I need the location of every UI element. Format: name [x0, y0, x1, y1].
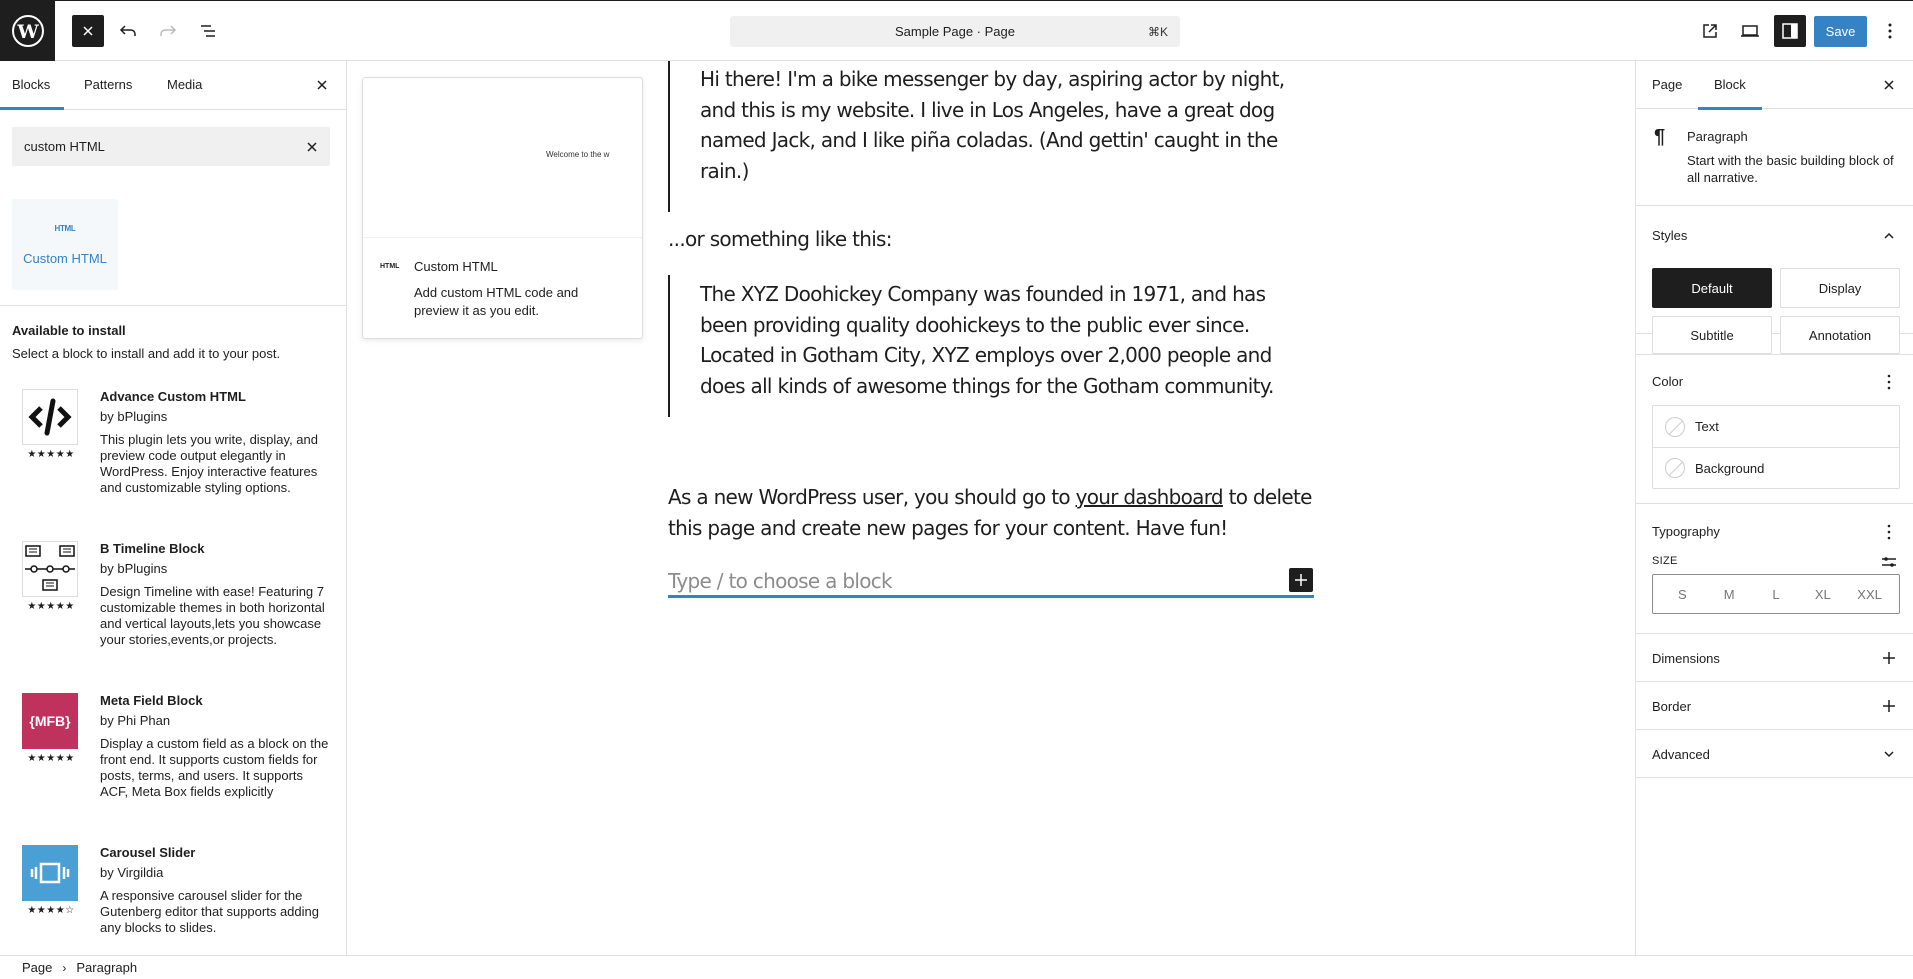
paragraph-text: As a new WordPress user, you should go to	[668, 485, 1076, 509]
plus-icon	[1882, 651, 1896, 665]
wordpress-logo-button[interactable]	[0, 1, 55, 61]
plugin-name: B Timeline Block	[100, 541, 205, 556]
plugin-name: Carousel Slider	[100, 845, 196, 860]
command-palette-button[interactable]	[730, 16, 1180, 47]
plugin-description: Display a custom field as a block on the front end. It supports custom fields for posts, terms, and users. It supports ACF, Meta Box fields explicitly	[100, 736, 329, 799]
sidebar-tabs	[1636, 61, 1913, 109]
sidebar-toggle-icon	[1781, 22, 1799, 40]
chevron-right-icon: ›	[62, 960, 67, 975]
block-inserter-button[interactable]	[1289, 568, 1313, 592]
plugin-rating: ★★★★★	[27, 601, 75, 612]
style-annotation-button[interactable]: Annotation	[1780, 316, 1900, 354]
font-size-picker	[1652, 574, 1900, 614]
list-view-icon	[198, 21, 218, 41]
options-button[interactable]	[1876, 15, 1904, 47]
color-list	[1652, 405, 1900, 489]
carousel-icon	[30, 861, 70, 885]
tab-page[interactable]: Page	[1652, 77, 1683, 92]
code-icon	[28, 397, 72, 437]
add-border-button[interactable]	[1879, 696, 1899, 716]
empty-swatch-icon	[1665, 417, 1685, 437]
color-panel	[1636, 354, 1913, 504]
chevron-down-icon	[1883, 750, 1895, 758]
style-display-button[interactable]: Display	[1780, 268, 1900, 308]
undo-button[interactable]	[112, 15, 144, 47]
plugin-author: by Virgildia	[100, 865, 164, 880]
undo-icon	[118, 21, 138, 41]
size-xxl-option[interactable]: XXL	[1857, 586, 1882, 602]
preview-text: Welcome to the w	[546, 150, 610, 159]
plugin-item-advance-custom-html[interactable]	[22, 389, 332, 529]
quote-text: Hi there! I'm a bike messenger by day, aspiring actor by night, and this is my website. I live in Los Angeles, have a great dog named Jack, and I like piña coladas. (And gettin' caught in the rain.)	[700, 67, 1285, 183]
wordpress-logo-icon	[11, 14, 45, 48]
paragraph-icon: ¶	[1654, 126, 1666, 148]
empty-paragraph-block[interactable]: Type / to choose a block	[668, 564, 1314, 598]
mfb-logo-icon: {MFB}	[29, 713, 71, 729]
close-icon	[1883, 79, 1895, 91]
more-vertical-icon	[1887, 21, 1893, 41]
plugin-rating: ★★★★★	[27, 449, 75, 460]
more-vertical-icon	[1887, 524, 1891, 540]
plus-icon	[1294, 573, 1308, 587]
timeline-icon	[24, 544, 76, 594]
tab-media[interactable]: Media	[167, 77, 203, 92]
size-m-option[interactable]: M	[1723, 586, 1735, 602]
chevron-up-icon	[1883, 232, 1895, 240]
divider	[0, 305, 347, 306]
dimensions-title: Dimensions	[1652, 651, 1720, 666]
close-icon	[316, 79, 328, 91]
custom-size-button[interactable]	[1879, 552, 1899, 572]
color-item-label: Text	[1695, 419, 1719, 434]
dashboard-link[interactable]: your dashboard	[1075, 485, 1223, 509]
block-preview	[363, 78, 642, 238]
view-page-button[interactable]	[1694, 15, 1726, 47]
size-l-option[interactable]: L	[1772, 586, 1780, 602]
plugin-description: A responsive carousel slider for the Gutenberg editor that supports adding any blocks to slides.	[100, 888, 319, 935]
color-title: Color	[1652, 374, 1684, 389]
block-description: Start with the basic building block of all narrative.	[1687, 153, 1894, 185]
editor-header	[0, 0, 1913, 61]
plugin-author: by bPlugins	[100, 561, 168, 576]
editor-canvas[interactable]	[347, 61, 1635, 955]
styles-panel	[1636, 206, 1913, 343]
install-section-subtitle: Select a block to install and add it to your post.	[12, 346, 281, 361]
keyboard-shortcut: ⌘K	[1147, 24, 1168, 39]
block-inserter-panel	[0, 61, 347, 955]
block-search-input[interactable]	[24, 139, 306, 154]
block-breadcrumb	[0, 955, 1913, 979]
border-panel[interactable]	[1636, 682, 1913, 730]
tab-blocks[interactable]: Blocks	[12, 61, 50, 109]
styles-title[interactable]: Styles	[1652, 228, 1688, 243]
style-default-button[interactable]: Default	[1652, 268, 1772, 308]
block-preview-popover	[362, 77, 643, 339]
tab-patterns[interactable]: Patterns	[84, 77, 133, 92]
collapse-styles-button[interactable]	[1879, 226, 1899, 246]
plugin-item-carousel-slider[interactable]	[22, 845, 332, 955]
paragraph-block[interactable]	[668, 482, 1328, 544]
block-result-custom-html[interactable]	[12, 199, 118, 290]
plugin-thumbnail	[22, 693, 78, 749]
plugin-name: Meta Field Block	[100, 693, 203, 708]
breadcrumb-item-paragraph: Paragraph	[76, 960, 138, 975]
typography-panel	[1636, 504, 1913, 634]
plugin-item-meta-field-block[interactable]	[22, 693, 332, 833]
advanced-panel[interactable]	[1636, 730, 1913, 778]
plugin-thumbnail	[22, 845, 78, 901]
redo-icon	[158, 21, 178, 41]
size-xl-option[interactable]: XL	[1814, 586, 1831, 602]
plugin-description: This plugin lets you write, display, and preview code output elegantly in WordPress. Enjoy interactive features and customizable styling options.	[100, 432, 318, 495]
close-inserter-panel-button[interactable]	[312, 75, 332, 95]
plugin-description: Design Timeline with ease! Featuring 7 customizable themes in both horizontal and vertical layouts,lets you showcase your stories,events,or projects.	[100, 584, 325, 647]
block-name: Paragraph	[1687, 129, 1748, 144]
quote-text: The XYZ Doohickey Company was founded in 1971, and has been providing quality doohickeys to the public ever since. Located in Gotham City, XYZ employs over 2,000 people and does all kinds of awesome things for the Gotham community.	[700, 282, 1274, 398]
block-search-field[interactable]	[12, 127, 330, 166]
preview-description: Add custom HTML code and preview it as you edit.	[414, 285, 579, 318]
svg-text:W: W	[16, 21, 39, 43]
empty-swatch-icon	[1665, 458, 1685, 478]
plugin-item-b-timeline-block[interactable]	[22, 541, 332, 681]
document-overview-button[interactable]	[192, 15, 224, 47]
more-vertical-icon	[1887, 374, 1891, 390]
preview-title: Custom HTML	[414, 259, 498, 274]
tab-block[interactable]: Block	[1714, 61, 1746, 109]
typography-options-button[interactable]	[1879, 522, 1899, 542]
text-color-item[interactable]	[1653, 406, 1899, 447]
plugin-rating: ★★★★☆	[27, 905, 75, 916]
settings-toggle-button[interactable]	[1774, 15, 1806, 47]
paragraph-text: to delete this page and create new pages for your content. Have fun!	[668, 485, 1312, 540]
close-sidebar-button[interactable]	[1879, 75, 1899, 95]
quote-block-2[interactable]	[668, 275, 1328, 417]
background-color-item[interactable]	[1653, 447, 1899, 488]
advanced-title: Advanced	[1652, 747, 1710, 762]
plugin-author: by Phi Phan	[100, 713, 171, 728]
html-icon: HTML	[380, 263, 400, 270]
block-result-label: Custom HTML	[23, 250, 107, 266]
expand-advanced-button[interactable]	[1879, 744, 1899, 764]
plugin-rating: ★★★★★	[27, 753, 75, 764]
external-link-icon	[1700, 21, 1720, 41]
document-title: Sample Page · Page	[895, 24, 1015, 39]
preview-button[interactable]	[1734, 15, 1766, 47]
block-card	[1636, 109, 1913, 206]
clear-search-icon[interactable]	[306, 141, 318, 153]
add-dimensions-button[interactable]	[1879, 648, 1899, 668]
close-inserter-button[interactable]	[72, 15, 104, 47]
block-settings-sidebar	[1635, 61, 1913, 955]
plugin-name: Advance Custom HTML	[100, 389, 246, 404]
save-button[interactable]: Save	[1814, 16, 1867, 47]
dimensions-panel[interactable]	[1636, 634, 1913, 682]
html-icon: HTML	[54, 223, 76, 233]
close-icon	[81, 24, 95, 38]
typography-title: Typography	[1652, 524, 1720, 539]
size-s-option[interactable]: S	[1678, 586, 1687, 602]
paragraph-block[interactable]: ...or something like this:	[668, 227, 892, 251]
plugin-author: by bPlugins	[100, 409, 168, 424]
border-title: Border	[1652, 699, 1692, 714]
plus-icon	[1882, 699, 1896, 713]
style-subtitle-button[interactable]: Subtitle	[1652, 316, 1772, 354]
install-section-title: Available to install	[12, 323, 126, 338]
quote-block-1[interactable]	[668, 61, 1328, 212]
desktop-icon	[1739, 21, 1761, 41]
plugin-thumbnail	[22, 541, 78, 597]
breadcrumb-item-page[interactable]: Page	[22, 960, 53, 975]
color-item-label: Background	[1695, 460, 1765, 476]
settings-sliders-icon	[1881, 555, 1897, 569]
inserter-tabs	[0, 61, 346, 110]
plugin-thumbnail	[22, 389, 78, 445]
size-label: SIZE	[1652, 555, 1678, 567]
color-options-button[interactable]	[1879, 372, 1899, 392]
redo-button[interactable]	[152, 15, 184, 47]
